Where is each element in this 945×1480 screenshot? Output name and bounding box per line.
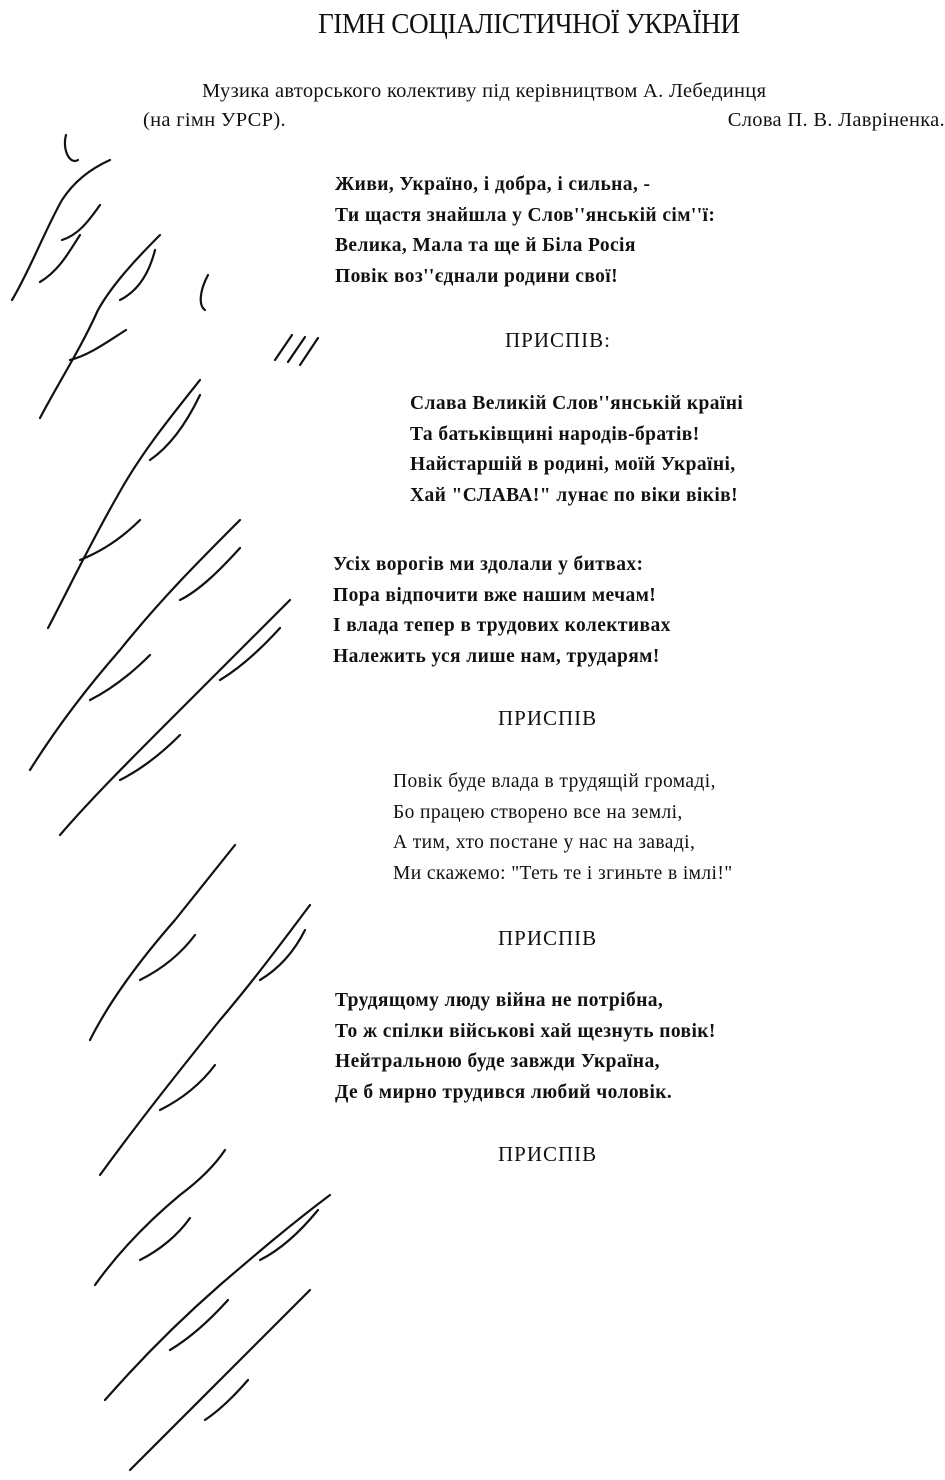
chorus-label-1: ПРИСПІВ:	[505, 328, 612, 352]
music-note: (на гімн УРСР).	[143, 109, 286, 131]
chorus-label-4: ПРИСПІВ	[498, 1142, 598, 1166]
document-title: ГІМН СОЦІАЛІСТИЧНОЇ УКРАЇНИ	[318, 8, 740, 40]
chorus-label-2: ПРИСПІВ	[498, 706, 598, 730]
chorus-line: Найстаршій в родині, моїй Україні,	[410, 454, 736, 475]
verse-line: Належить уся лише нам, трударям!	[333, 645, 660, 667]
verse-line: Усіх ворогів ми здолали у битвах:	[333, 554, 644, 575]
chorus-line: Та батьківщині народів-братів!	[410, 423, 700, 445]
verse-line: Повік буде влада в трудящій громаді,	[393, 771, 716, 792]
words-credit: Слова П. В. Лавріненка.	[727, 109, 945, 131]
verse-line: А тим, хто постане у нас на заваді,	[393, 832, 696, 853]
verse-line: Де б мирно трудився любий чоловік.	[335, 1081, 673, 1103]
chorus-label-3: ПРИСПІВ	[498, 926, 598, 950]
verse-line: Велика, Мала та ще й Біла Росія	[335, 235, 636, 256]
verse-line: То ж спілки військові хай щезнуть повік!	[335, 1020, 716, 1042]
verse-3	[393, 767, 733, 889]
verse-line: Живи, Україно, і добра, і сильна, -	[335, 174, 651, 195]
music-credit: Музика авторського колективу під керівництвом А. Лебединця	[202, 80, 767, 102]
verse-line: Трудящому люду війна не потрібна,	[335, 990, 664, 1011]
verse-line: Ти щастя знайшла у Слов''янській сім''ї:	[335, 204, 716, 226]
chorus-line: Слава Великій Слов''янській країні	[410, 393, 744, 414]
verse-1	[335, 170, 715, 292]
verse-line: І влада тепер в трудових колективах	[333, 615, 671, 636]
verse-line: Бо працею створено все на землі,	[393, 801, 683, 823]
verse-line: Ми скажемо: "Теть те і згиньте в імлі!"	[393, 862, 733, 884]
chorus-line: Хай "СЛАВА!" лунає по віки віків!	[410, 484, 738, 506]
chorus-text	[410, 389, 743, 511]
verse-line: Пора відпочити вже нашим мечам!	[333, 584, 657, 606]
verse-line: Повік воз''єднали родини свої!	[335, 265, 619, 287]
verse-2	[333, 550, 671, 672]
verse-4	[335, 986, 716, 1108]
verse-line: Нейтральною буде завжди Україна,	[335, 1051, 660, 1072]
